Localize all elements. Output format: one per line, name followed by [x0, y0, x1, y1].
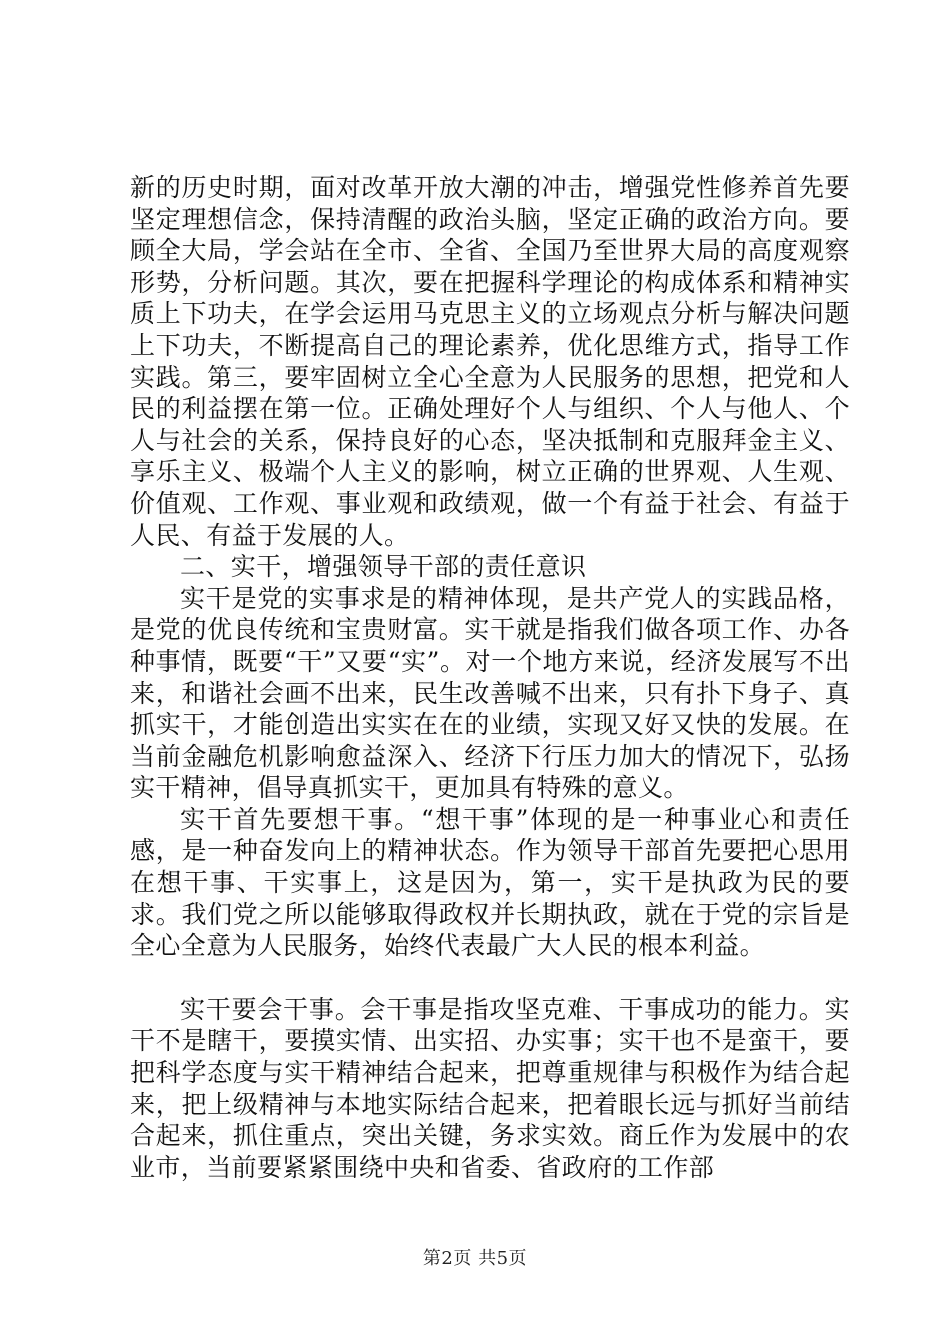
paragraph-spacer: [130, 962, 850, 994]
paragraph-4: 实干要会干事。会干事是指攻坚克难、干事成功的能力。实干不是瞎干，要摸实情、出实招、办实事；实干也不是蛮干，要把科学态度与实干精神结合起来，把尊重规律与积极作为结合起来，把上级精神与本地实际结合起来，把着眼长远与抓好当前结合起来，抓住重点，突出关键，务求实效。商丘作为发展中的农业市，当前要紧紧围绕中央和省委、省政府的工作部: [130, 994, 850, 1182]
paragraph-3: 实干首先要想干事。“想干事”体现的是一种事业心和责任感，是一种奋发向上的精神状态。作为领导干部首先要把心思用在想干事、干实事上，这是因为，第一，实干是执政为民的要求。我们党之所以能够取得政权并长期执政，就在于党的宗旨是全心全意为人民服务，始终代表最广大人民的根本利益。: [130, 804, 850, 961]
paragraph-1: 新的历史时期，面对改革开放大潮的冲击，增强党性修养首先要坚定理想信念，保持清醒的政治头脑，坚定正确的政治方向。要顾全大局，学会站在全市、全省、全国乃至世界大局的高度观察形势，分析问题。其次，要在把握科学理论的构成体系和精神实质上下功夫，在学会运用马克思主义的立场观点分析与解决问题上下功夫，不断提高自己的理论素养，优化思维方式，指导工作实践。第三，要牢固树立全心全意为人民服务的思想，把党和人民的利益摆在第一位。正确处理好个人与组织、个人与他人、个人与社会的关系，保持良好的心态，坚决抵制和克服拜金主义、享乐主义、极端个人主义的影响，树立正确的世界观、人生观、价值观、工作观、事业观和政绩观，做一个有益于社会、有益于人民、有益于发展的人。: [130, 173, 850, 550]
section-heading: 二、实干，增强领导干部的责任意识: [180, 552, 587, 582]
page-footer: 第2页 共5页: [422, 1248, 528, 1269]
document-body: [130, 172, 850, 1183]
paragraph-2: 实干是党的实事求是的精神体现，是共产党人的实践品格，是党的优良传统和宝贵财富。实干就是指我们做各项工作、办各种事情，既要“干”又要“实”。对一个地方来说，经济发展写不出来，和谐社会画不出来，民生改善喊不出来，只有扑下身子、真抓实干，才能创造出实实在在的业绩，实现又好又快的发展。在当前金融危机影响愈益深入、经济下行压力加大的情况下，弘扬实干精神，倡导真抓实干，更加具有特殊的意义。: [130, 583, 850, 803]
